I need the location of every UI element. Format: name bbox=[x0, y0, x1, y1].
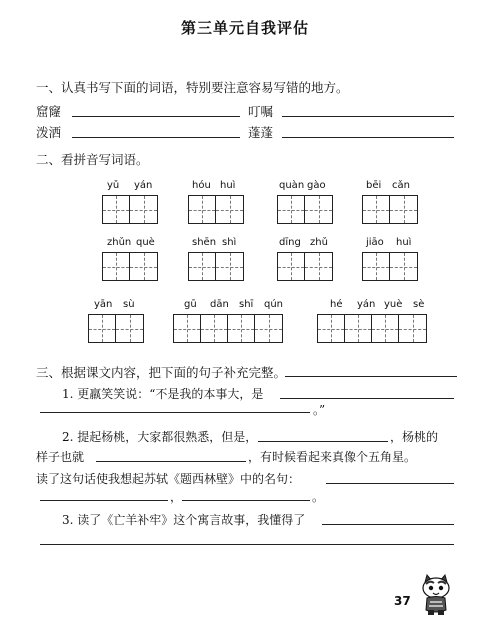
pinyin: dān bbox=[210, 299, 229, 310]
pinyin: jiāo bbox=[366, 237, 384, 248]
pinyin: quàn bbox=[279, 180, 305, 191]
answer-line[interactable] bbox=[40, 500, 168, 501]
answer-line-posa[interactable] bbox=[72, 137, 240, 138]
question-2b: ，杨桃的 bbox=[390, 430, 439, 444]
pinyin: shī bbox=[239, 299, 254, 310]
char-grid[interactable] bbox=[88, 314, 144, 343]
word-kulong: 窟窿 bbox=[36, 104, 62, 119]
question-2d: ，有时候看起来真像个五角星。 bbox=[248, 450, 417, 464]
answer-line[interactable] bbox=[322, 524, 454, 525]
question-1: 1. 更羸笑笑说：“不是我的本事大，是 bbox=[62, 387, 264, 401]
char-grid[interactable] bbox=[277, 252, 333, 281]
pinyin: hóu bbox=[192, 180, 211, 191]
section1-heading: 一、认真书写下面的词语，特别要注意容易写错的地方。 bbox=[36, 80, 349, 95]
page-title: 第三单元自我评估 bbox=[180, 19, 309, 37]
pinyin: zhǔn bbox=[107, 237, 132, 248]
char-grid[interactable] bbox=[173, 314, 283, 343]
char-grid[interactable] bbox=[362, 252, 418, 281]
char-grid[interactable] bbox=[317, 314, 427, 343]
question-2c: 样子也就 bbox=[36, 450, 85, 464]
pinyin: yán bbox=[357, 299, 376, 310]
char-grid[interactable] bbox=[188, 252, 244, 281]
pinyin: hé bbox=[330, 299, 343, 310]
answer-line[interactable] bbox=[280, 398, 454, 399]
pinyin: huì bbox=[396, 237, 412, 248]
question-2a: 2. 提起杨桃，大家都很熟悉，但是， bbox=[62, 430, 258, 444]
pinyin: gū bbox=[184, 299, 197, 310]
answer-line[interactable] bbox=[326, 483, 454, 484]
pinyin: bēi bbox=[366, 180, 382, 191]
char-grid[interactable] bbox=[277, 195, 333, 224]
comma: ， bbox=[170, 490, 183, 504]
pinyin: zhǔ bbox=[310, 237, 328, 248]
pinyin: què bbox=[136, 237, 155, 248]
answer-line[interactable] bbox=[285, 376, 457, 377]
word-pengpeng: 蓬蓬 bbox=[248, 125, 274, 140]
char-grid[interactable] bbox=[362, 195, 418, 224]
pinyin: dīng bbox=[279, 237, 301, 248]
answer-line-kulong[interactable] bbox=[72, 116, 240, 117]
section2-heading: 二、看拼音写词语。 bbox=[36, 152, 149, 167]
answer-line[interactable] bbox=[182, 500, 310, 501]
answer-line-dingzhu[interactable] bbox=[282, 116, 454, 117]
answer-line-pengpeng[interactable] bbox=[282, 137, 454, 138]
pinyin: yuè bbox=[384, 299, 403, 310]
pinyin: sè bbox=[413, 299, 425, 310]
char-grid[interactable] bbox=[102, 252, 158, 281]
section3-heading: 三、根据课文内容，把下面的句子补充完整。 bbox=[36, 365, 287, 380]
pinyin: sù bbox=[123, 299, 135, 310]
question-3: 3. 读了《亡羊补牢》这个寓言故事，我懂得了 bbox=[62, 513, 306, 527]
pinyin: huì bbox=[220, 180, 236, 191]
pinyin: yǔ bbox=[107, 180, 120, 191]
word-dingzhu: 叮嘱 bbox=[248, 104, 274, 119]
pinyin: yán bbox=[134, 180, 153, 191]
word-posa: 泼洒 bbox=[36, 125, 62, 140]
answer-line[interactable] bbox=[258, 441, 388, 442]
answer-line[interactable] bbox=[96, 461, 246, 462]
question-2e: 读了这句话使我想起苏轼《题西林壁》中的名句： bbox=[36, 472, 301, 486]
answer-line[interactable] bbox=[40, 412, 310, 413]
answer-line[interactable] bbox=[40, 544, 454, 545]
char-grid[interactable] bbox=[188, 195, 244, 224]
pinyin: qún bbox=[264, 299, 284, 310]
pinyin: shēn bbox=[192, 237, 217, 248]
pinyin: gào bbox=[307, 180, 326, 191]
pinyin: shì bbox=[222, 237, 237, 248]
pinyin: yān bbox=[94, 299, 113, 310]
period: 。 bbox=[312, 490, 325, 504]
page-number: 37 bbox=[394, 594, 411, 608]
pinyin: cǎn bbox=[392, 180, 410, 191]
cartoon-cat-mascot-icon bbox=[418, 572, 454, 616]
char-grid[interactable] bbox=[102, 195, 158, 224]
question-1-end: 。” bbox=[313, 403, 326, 417]
